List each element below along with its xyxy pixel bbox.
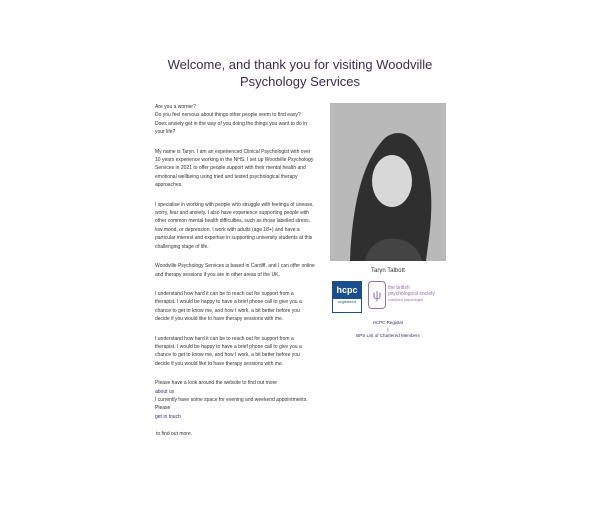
about-us-link[interactable]: about us [155,388,175,395]
intro-text-column [155,103,315,439]
paragraph-about-taryn: My name is Taryn, I am an experienced Clinical Psychologist with over 10 years experience working in the NHS. I set up Woodville Psychology Services in 2021 to offer people support with their mental health and emotional wellbeing using tried and tested psychological therapy approaches. [155,148,314,189]
page-title [0,56,600,90]
get-in-touch-link[interactable]: get in touch [155,413,181,420]
bps-line-3: chartered psychologist [388,298,424,302]
bps-logo-text [388,285,435,303]
title-line-1: Welcome, and thank you for visiting Woodville [167,57,433,72]
psi-icon: ψ [368,281,386,309]
hcpc-logo-text: hcpc [333,282,361,299]
closing-block [155,379,315,438]
registers-links [330,320,446,340]
paragraph-specialism: I specialise in working with people who struggle with feelings of unease, worry, fear and anxiety. I also have experience supporting people with other common mental health difficulties, such as those labelled stress, low mood, or depression. I work with adults (age 18+) and have a particular interest and expertise in supporting university students at this challenging stage of life. [155,201,314,250]
closing-line-1: Please have a look around the website to find out more [155,380,278,387]
hcpc-logo-sub: registered [338,299,356,304]
bps-register-link[interactable]: BPS List of Chartered Members [356,333,420,338]
closing-line-2: I currently have some space for evening and weekend appointments. Please [155,396,308,412]
closing-line-3: to find out more. [156,431,193,438]
photo-caption: Taryn Talbott [371,268,405,274]
bps-line-1: the british [388,285,410,291]
paragraph-location: Woodville Psychology Services is based in Cardiff, and I can offer online and therapy sessions if you are in other areas of the UK. [155,263,315,278]
title-line-2: Psychology Services [240,74,360,89]
paragraph-phone-call-repeat: I understand how hard it can be to reach out for support from a therapist. I would be happy to have a brief phone call to give you a chance to get to know me, and how I work, a bit better before you decide if you would like to have therapy sessions with me. [155,335,302,367]
bps-line-2: psychological society [388,291,435,297]
hcpc-logo[interactable] [332,281,362,313]
profile-photo-illustration [330,103,446,261]
separator: | [387,326,389,332]
hcpc-register-link[interactable]: HCPC Register [372,320,404,325]
paragraph-worrier: Are you a worrier? Do you feel nervous about things other people seem to find easy? Does anxiety get in the way of you doing the things you want to do in your life? [155,104,308,136]
profile-photo [330,103,446,261]
paragraph-phone-call: I understand how hard it can be to reach out for support from a therapist. I would be happy to have a brief phone call to give you a chance to get to know me, and how I work, a bit better before you decide if you would like to have therapy sessions with me. [155,290,302,323]
bps-logo[interactable] [368,281,446,311]
